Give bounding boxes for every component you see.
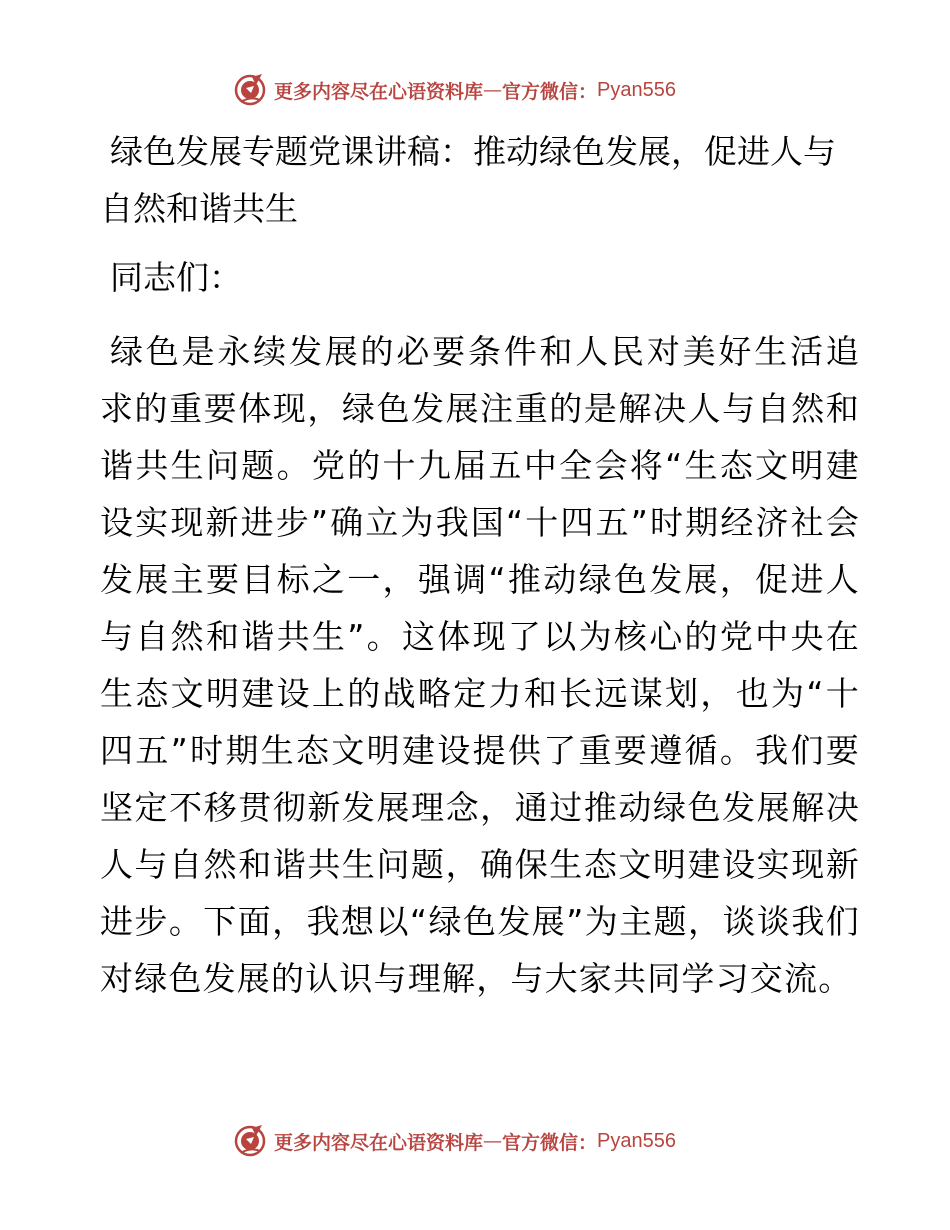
document-body — [100, 123, 860, 1007]
watermark-wechat-label: 官方微信： — [502, 1131, 598, 1154]
watermark-wechat-id: Pyan556 — [597, 78, 676, 101]
watermark-separator: — — [483, 79, 503, 101]
watermark-wechat-id: Pyan556 — [597, 1129, 676, 1152]
quill-pen-logo-icon — [232, 72, 268, 108]
document-title: 绿色发展专题党课讲稿：推动绿色发展，促进人与自然和谐共生 — [100, 132, 836, 228]
watermark-text: 更多内容尽在心语资料库 — [274, 1131, 484, 1154]
quill-pen-logo-icon — [232, 1123, 268, 1159]
body-paragraph: 绿色是永续发展的必要条件和人民对美好生活追求的重要体现，绿色发展注重的是解决人与自然和谐共生问题。党的十九届五中全会将“生态文明建设实现新进步”确立为我国“十四五”时期经济社会发展主要目标之一，强调“推动绿色发展，促进人与自然和谐共生”。这体现了以为核心的党中央在生态文明建设上的战略定力和长远谋划，也为“十四五”时期生态文明建设提供了重要遵循。我们要坚定不移贯彻新发展理念，通过推动绿色发展解决人与自然和谐共生问题，确保生态文明建设实现新进步。下面，我想以“绿色发展”为主题，谈谈我们对绿色发展的认识与理解，与大家共同学习交流。 — [100, 332, 860, 998]
watermark-separator: — — [483, 1130, 503, 1152]
watermark-text: 更多内容尽在心语资料库 — [274, 80, 484, 103]
footer-watermark — [232, 1121, 676, 1161]
watermark-wechat-label: 官方微信： — [502, 80, 598, 103]
header-watermark — [232, 70, 676, 110]
salutation: 同志们： — [110, 258, 242, 297]
